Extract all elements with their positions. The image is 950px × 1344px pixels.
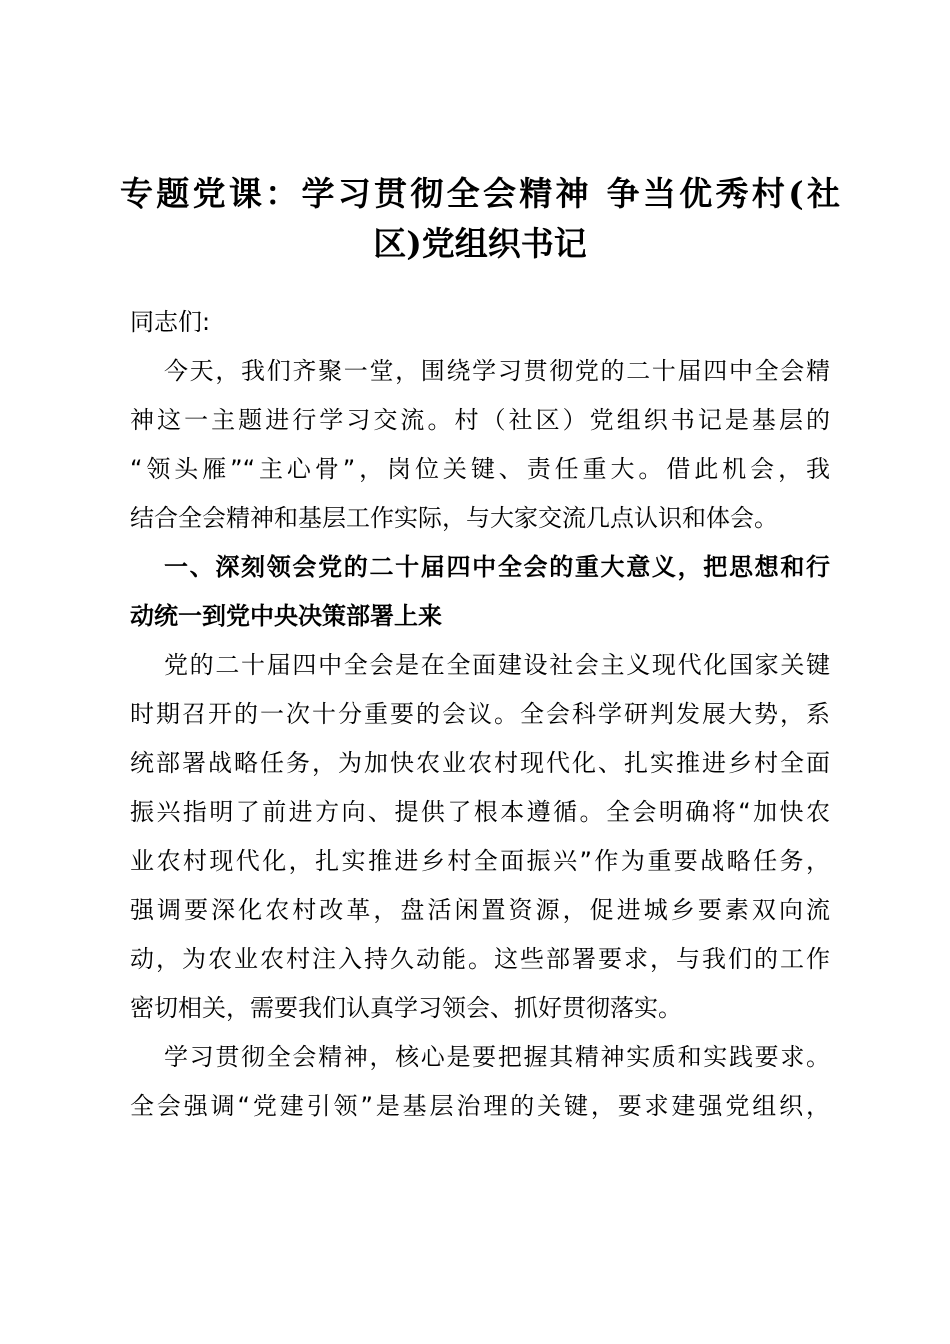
- text-line: 强调要深化农村改革，盘活闲置资源，促进城乡要素双向流: [130, 896, 830, 924]
- text-line: 振兴指明了前进方向、提供了根本遵循。全会明确将“加快农: [130, 798, 830, 826]
- text-line: 党的二十届四中全会是在全面建设社会主义现代化国家关键: [164, 651, 830, 679]
- heading-line: 一、深刻领会党的二十届四中全会的重大意义，把思想和行: [164, 553, 830, 581]
- document-title-line-1: 专题党课：学习贯彻全会精神 争当优秀村(社: [120, 174, 840, 213]
- text-line: 动，为农业农村注入持久动能。这些部署要求，与我们的工作: [130, 945, 830, 973]
- text-line: 密切相关，需要我们认真学习领会、抓好贯彻落实。: [130, 994, 682, 1022]
- text-line: “领头雁”“主心骨”，岗位关键、责任重大。借此机会，我: [130, 455, 830, 483]
- paragraph: [130, 351, 830, 547]
- paragraph: [130, 1037, 830, 1135]
- section-heading: [130, 547, 830, 645]
- text-line: 时期召开的一次十分重要的会议。全会科学研判发展大势，系: [130, 700, 830, 728]
- text-line: 神这一主题进行学习交流。村（社区）党组织书记是基层的: [130, 406, 830, 434]
- document-title-line-2: 区)党组织书记: [373, 224, 587, 263]
- salutation: 同志们:: [130, 308, 211, 336]
- text-line: 全会强调“党建引领”是基层治理的关键，要求建强党组织，: [130, 1092, 830, 1120]
- text-line: 今天，我们齐聚一堂，围绕学习贯彻党的二十届四中全会精: [164, 357, 830, 385]
- text-line: 业农村现代化，扎实推进乡村全面振兴”作为重要战略任务，: [130, 847, 830, 875]
- text-line: 结合全会精神和基层工作实际，与大家交流几点认识和体会。: [130, 504, 778, 532]
- text-line: 统部署战略任务，为加快农业农村现代化、扎实推进乡村全面: [130, 749, 830, 777]
- document-body: [130, 302, 830, 1135]
- text-line: 学习贯彻全会精神，核心是要把握其精神实质和实践要求。: [164, 1043, 830, 1071]
- paragraph: [130, 645, 830, 1037]
- heading-line: 动统一到党中央决策部署上来: [130, 602, 442, 630]
